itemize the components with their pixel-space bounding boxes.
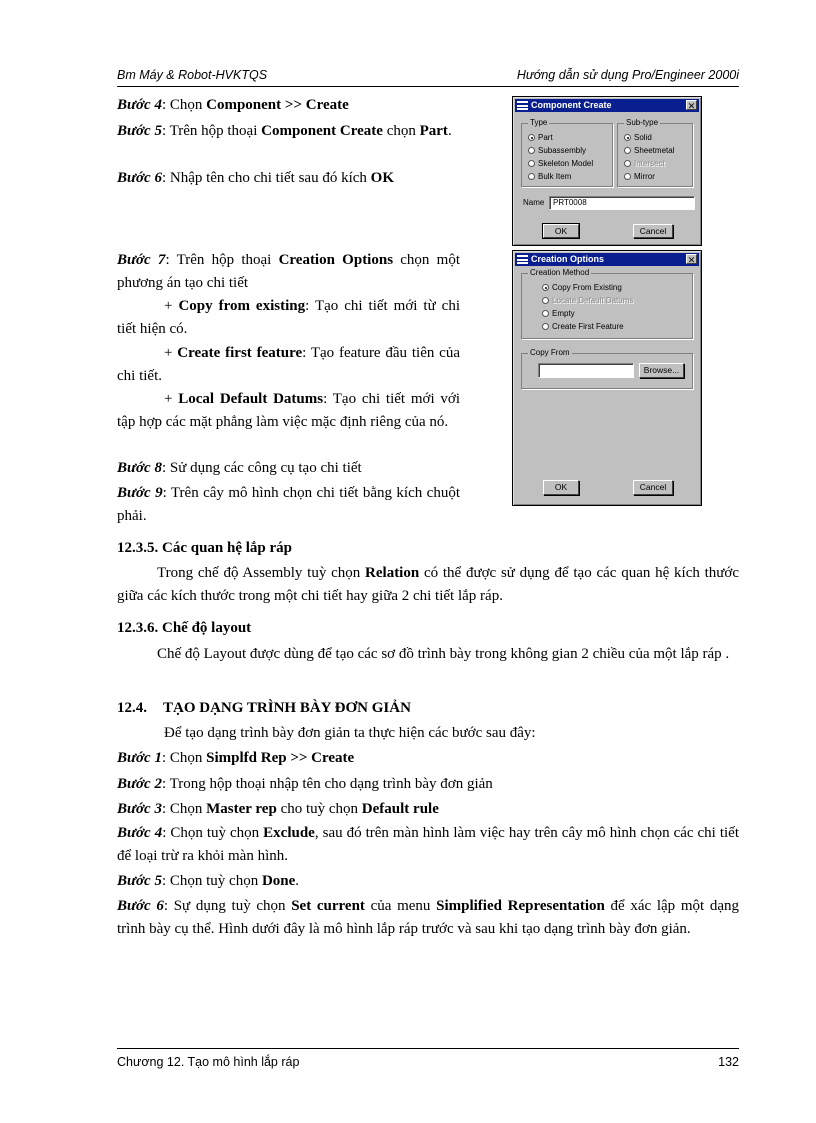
header-left: Bm Máy & Robot-HVKTQS	[117, 68, 268, 82]
subtype-group	[617, 118, 693, 187]
simp-step-3: Bước 3: Chọn Master rep cho tuỳ chọn Default rule	[117, 801, 439, 817]
dialog-title: Component Create	[531, 100, 612, 110]
footer-chapter: Chương 12. Tạo mô hình lắp ráp	[117, 1055, 300, 1069]
section-12-3-6-heading: 12.3.6. Chế độ layout	[117, 620, 252, 636]
copy-from-input[interactable]	[538, 363, 634, 378]
bullet-create-first-feature: + Create first feature: Tạo feature đầu tiên của chi tiết.	[117, 345, 460, 384]
subtype-solid-radio[interactable]: Solid	[624, 133, 652, 143]
copy-from-label: Copy From	[530, 348, 570, 357]
bullet-local-default-datums: + Local Default Datums: Tạo chi tiết mới với tập hợp các mặt phẳng làm việc mặc định riêng của nó.	[117, 391, 460, 430]
close-icon[interactable]: ✕	[687, 255, 696, 265]
copy-from-group	[521, 348, 693, 389]
ok-button[interactable]: OK	[543, 224, 579, 238]
cancel-button[interactable]: Cancel	[633, 224, 673, 238]
ok-button[interactable]: OK	[543, 480, 579, 495]
simp-step-1: Bước 1: Chọn Simplfd Rep >> Create	[117, 750, 355, 766]
create-first-feature-radio[interactable]: Create First Feature	[542, 322, 624, 332]
section-12-3-5-heading: 12.3.5. Các quan hệ lắp ráp	[117, 540, 293, 556]
subtype-sheetmetal-radio[interactable]: Sheetmetal	[624, 146, 674, 156]
close-icon[interactable]: ✕	[687, 101, 696, 111]
simp-step-5: Bước 5: Chọn tuỳ chọn Done.	[117, 873, 300, 889]
page-header	[117, 68, 739, 84]
step-4: Bước 4: Chọn Component >> Create	[117, 97, 349, 113]
locate-default-datums-radio: Locate Default Datums	[542, 296, 633, 306]
subtype-label: Sub-type	[626, 118, 659, 127]
step-8: Bước 8: Sử dụng các công cụ tạo chi tiết	[117, 460, 362, 476]
creation-method-label: Creation Method	[530, 268, 590, 277]
creation-options-dialog	[512, 250, 702, 506]
step-9: Bước 9: Trên cây mô hình chọn chi tiết bằng kích chuột phải.	[117, 485, 460, 524]
simp-step-6: Bước 6: Sự dụng tuỳ chọn Set current của menu Simplified Representation để xác lập một dạng trình bày cụ thể. Hình dưới đây là mô hình lắp ráp trước và sau khi tạo dạng trình bày đơn giản.	[117, 898, 740, 937]
name-input[interactable]: PRT0008	[549, 196, 695, 210]
header-right: Hướng dẫn sử dụng Pro/Engineer 2000i	[516, 68, 739, 82]
type-group	[521, 118, 613, 187]
creation-method-group	[521, 268, 693, 339]
component-create-titlebar	[515, 99, 699, 112]
name-label: Name	[523, 198, 545, 207]
window-menu-icon[interactable]	[517, 255, 528, 264]
bullet-copy-existing: + Copy from existing: Tạo chi tiết mới từ chi tiết hiện có.	[117, 298, 460, 337]
window-menu-icon[interactable]	[517, 101, 528, 110]
footer-rule	[117, 1048, 739, 1049]
step-5: Bước 5: Trên hộp thoại Component Create chọn Part.	[117, 123, 452, 139]
creation-options-titlebar	[515, 253, 699, 266]
section-12-3-5-body: Trong chế độ Assembly tuỳ chọn Relation có thể được sử dụng để tạo các quan hệ kích thước giữa các kích thước trong một chi tiết hay giữa 2 chi tiết lắp ráp.	[117, 565, 740, 604]
page-number: 132	[718, 1055, 739, 1069]
copy-from-existing-radio[interactable]: Copy From Existing	[542, 283, 622, 293]
type-bulk-radio[interactable]: Bulk Item	[528, 172, 571, 182]
component-create-dialog	[512, 96, 702, 246]
empty-radio[interactable]: Empty	[542, 309, 575, 319]
header-rule	[117, 86, 739, 87]
page-footer	[117, 1055, 739, 1071]
type-label: Type	[530, 118, 548, 127]
step-7: Bước 7: Trên hộp thoại Creation Options chọn một phương án tạo chi tiết	[117, 252, 460, 291]
type-part-radio[interactable]: Part	[528, 133, 553, 143]
simp-step-2: Bước 2: Trong hộp thoại nhập tên cho dạng trình bày đơn giản	[117, 776, 493, 792]
subtype-intersect-radio: Intersect	[624, 159, 665, 169]
cancel-button[interactable]: Cancel	[633, 480, 673, 495]
section-12-4-intro: Để tạo dạng trình bày đơn giản ta thực hiện các bước sau đây:	[164, 725, 536, 741]
step-6: Bước 6: Nhập tên cho chi tiết sau đó kích OK	[117, 170, 394, 186]
simp-step-4: Bước 4: Chọn tuỳ chọn Exclude, sau đó trên màn hình làm việc hay trên cây mô hình chọn các chi tiết để loại trừ ra khỏi màn hình.	[117, 825, 740, 864]
browse-button[interactable]: Browse...	[639, 363, 684, 378]
subtype-mirror-radio[interactable]: Mirror	[624, 172, 655, 182]
section-12-3-6-body: Chế độ Layout được dùng để tạo các sơ đồ trình bày trong không gian 2 chiều của một lắp ráp .	[157, 646, 730, 662]
type-skeleton-radio[interactable]: Skeleton Model	[528, 159, 593, 169]
type-subassembly-radio[interactable]: Subassembly	[528, 146, 586, 156]
section-12-4-heading: 12.4. TẠO DẠNG TRÌNH BÀY ĐƠN GIẢN	[117, 700, 411, 716]
dialog-title: Creation Options	[531, 254, 605, 264]
